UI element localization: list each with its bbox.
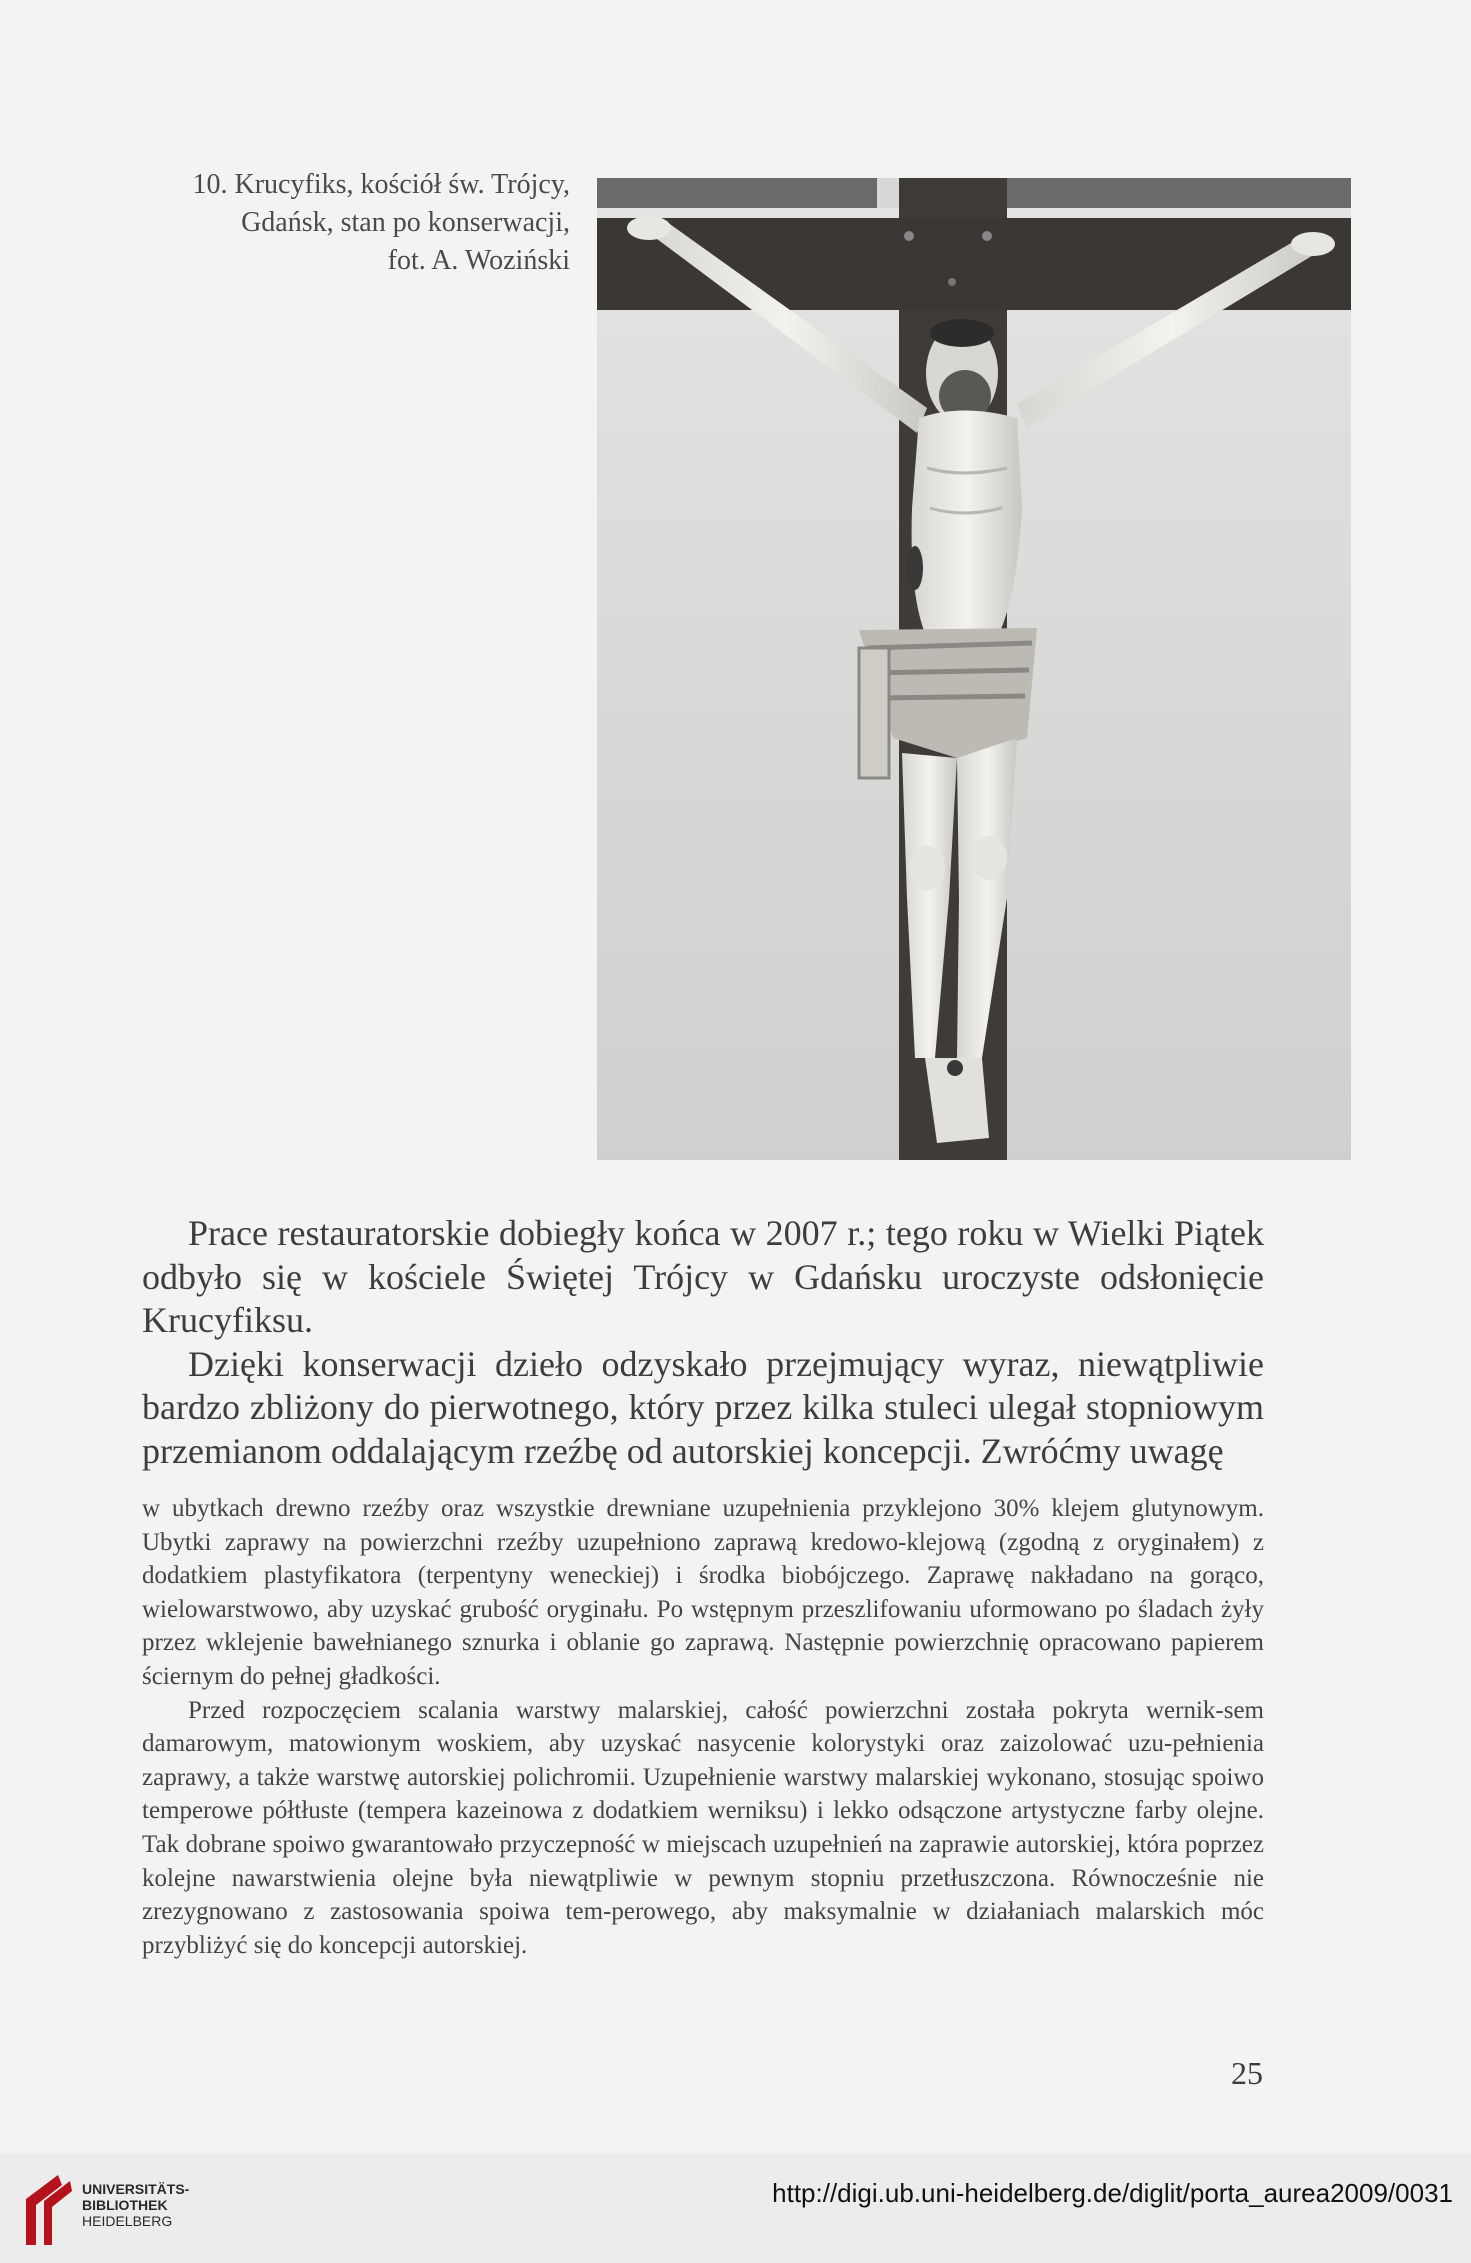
caption-line: Gdańsk, stan po konserwacji, xyxy=(241,207,570,238)
caption-line: fot. A. Woziński xyxy=(387,245,570,276)
source-url-link[interactable]: http://digi.ub.uni-heidelberg.de/diglit/porta_aurea2009/0031 xyxy=(772,2178,1453,2208)
caption-line: 10. Krucyfiks, kościół św. Trójcy, xyxy=(192,169,570,200)
library-logo-icon xyxy=(18,2171,74,2249)
secondary-text xyxy=(142,1492,1264,1962)
library-name-line: UNIVERSITÄTS- xyxy=(82,2181,190,2197)
paragraph: Przed rozpoczęciem scalania warstwy malarskiej, całość powierzchni została pokryta wernik-sem damarowym, matowionym woskiem, aby uzyskać nasycenie kolorystyki oraz zaizolować uzu-pełnienia zaprawy, a także warstwę autorskiej polichromii. Uzupełnienie warstwy malarskiej wykonano, stosując spoiwo temperowe półtłuste (tempera kazeinowa z dodatkiem werniksu) i lekko odsączone artystyczne farby olejne. Tak dobrane spoiwo gwarantowało przyczepność w miejscach uzupełnień na zaprawie autorskiej, która poprzez kolejne nawarstwienia olejne była niewątpliwie w pewnym stopniu przetłuszczona. Równocześnie nie zrezygnowano z zastosowania spoiwa tem-perowego, aby maksymalnie w działaniach malarskich móc przybliżyć się do koncepcji autorskiej. xyxy=(142,1696,1264,1959)
library-name-line: BIBLIOTHEK xyxy=(82,2197,168,2213)
library-footer xyxy=(0,2153,1471,2263)
figure-caption xyxy=(150,166,570,280)
crucifix-illustration xyxy=(597,178,1351,1160)
crucifix-photo xyxy=(597,178,1351,1160)
library-name xyxy=(82,2181,189,2229)
paragraph: Prace restauratorskie dobiegły końca w 2007 r.; tego roku w Wielki Piątek odbyło się w kościele Świętej Trójcy w Gdańsku uroczyste odsłonięcie Krucyfiksu. xyxy=(142,1213,1264,1340)
paragraph: Dzięki konserwacji dzieło odzyskało przejmujący wyraz, niewątpliwie bardzo zbliżony do pierwotnego, który przez kilka stuleci ulegał stopniowym przemianom oddalającym rzeźbę od autorskiej koncepcji. Zwróćmy uwagę xyxy=(142,1343,1264,1471)
page-number: 25 xyxy=(1231,2055,1263,2091)
main-body-text xyxy=(142,1212,1264,1473)
paragraph: w ubytkach drewno rzeźby oraz wszystkie drewniane uzupełnienia przyklejono 30% klejem glutynowym. Ubytki zaprawy na powierzchni rzeźby uzupełniono zaprawą kredowo-klejową (zgodną z oryginałem) z dodatkiem plastyfikatora (terpentyny weneckiej) i środka biobójczego. Zaprawę nakładano na gorąco, wielowarstwowo, aby uzyskać grubość oryginału. Po wstępnym przeszlifowaniu uformowano po śladach żyły przez wklejenie bawełnianego sznurka i oblanie go zaprawą. Następnie powierzchnię opracowano papierem ściernym do pełnej gładkości. xyxy=(142,1495,1264,1690)
library-name-line: HEIDELBERG xyxy=(82,2213,173,2229)
